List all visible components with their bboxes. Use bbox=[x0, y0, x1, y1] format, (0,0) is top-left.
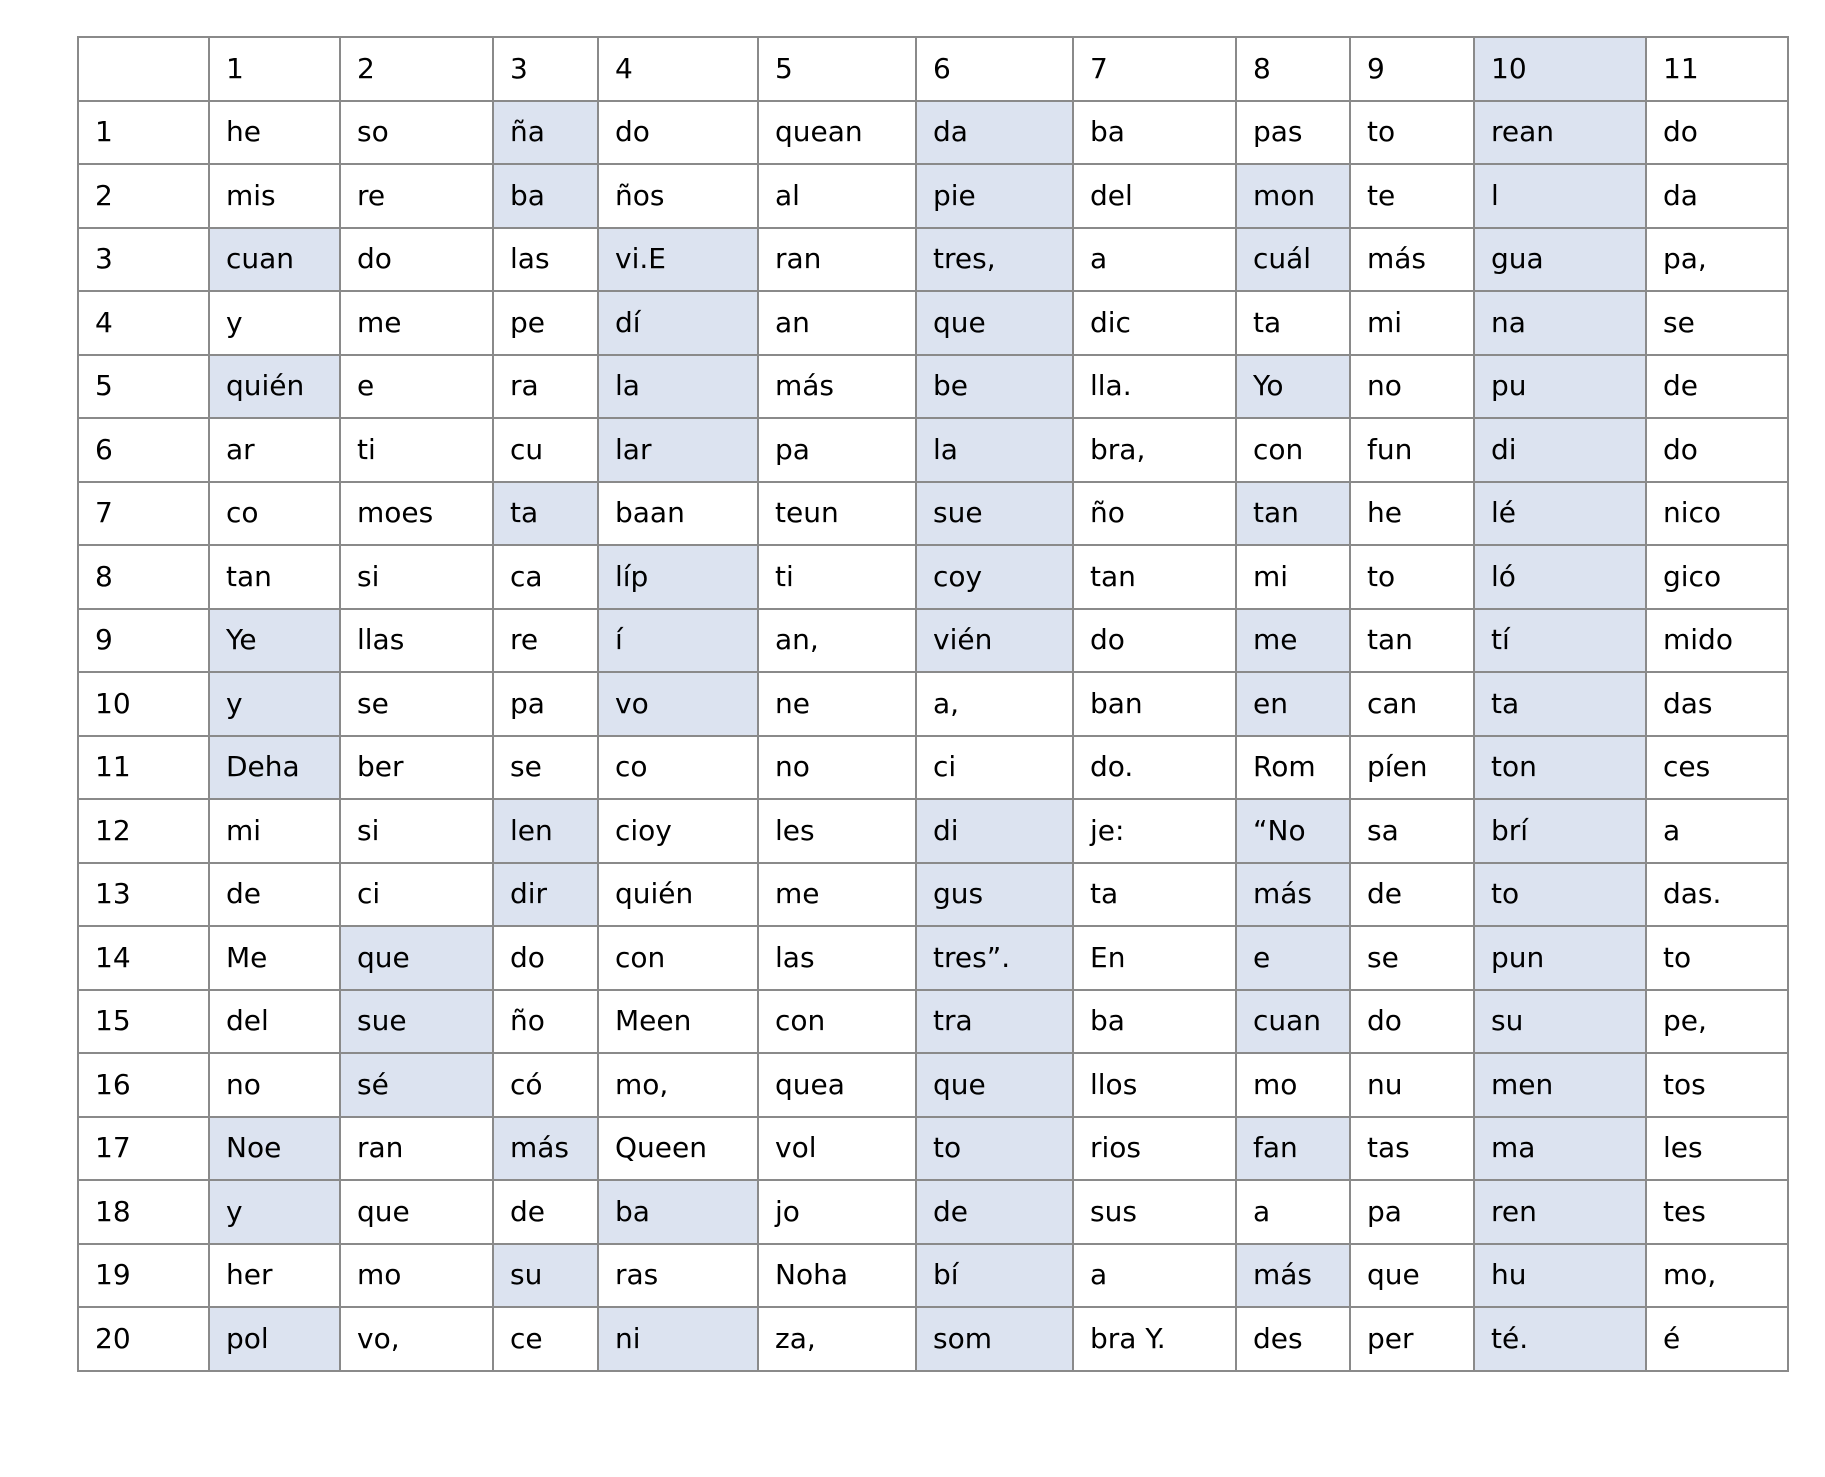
syllable-cell: baan bbox=[598, 482, 758, 546]
syllable-cell: be bbox=[916, 355, 1073, 419]
syllable-cell: to bbox=[1350, 101, 1474, 165]
syllable-cell: y bbox=[209, 1180, 340, 1244]
row-header: 11 bbox=[78, 736, 209, 800]
syllable-cell: En bbox=[1073, 926, 1236, 990]
syllable-cell: moes bbox=[340, 482, 493, 546]
syllable-cell: do bbox=[1646, 101, 1788, 165]
syllable-cell: pe, bbox=[1646, 990, 1788, 1054]
table-row bbox=[78, 291, 1788, 355]
syllable-cell: pas bbox=[1236, 101, 1350, 165]
syllable-cell: lé bbox=[1474, 482, 1646, 546]
column-header: 10 bbox=[1474, 37, 1646, 101]
table-row bbox=[78, 101, 1788, 165]
syllable-cell: ber bbox=[340, 736, 493, 800]
row-header: 1 bbox=[78, 101, 209, 165]
syllable-cell: al bbox=[758, 164, 916, 228]
column-header: 2 bbox=[340, 37, 493, 101]
syllable-cell: ño bbox=[1073, 482, 1236, 546]
syllable-cell: píen bbox=[1350, 736, 1474, 800]
table-row bbox=[78, 418, 1788, 482]
syllable-cell: per bbox=[1350, 1307, 1474, 1371]
syllable-cell: mi bbox=[1350, 291, 1474, 355]
row-header: 9 bbox=[78, 609, 209, 673]
syllable-cell: das. bbox=[1646, 863, 1788, 927]
syllable-cell: del bbox=[1073, 164, 1236, 228]
syllable-cell: cuál bbox=[1236, 228, 1350, 292]
syllable-cell: ces bbox=[1646, 736, 1788, 800]
syllable-cell: les bbox=[758, 799, 916, 863]
syllable-cell: vo bbox=[598, 672, 758, 736]
syllable-cell: ban bbox=[1073, 672, 1236, 736]
syllable-cell: di bbox=[1474, 418, 1646, 482]
syllable-cell: de bbox=[1350, 863, 1474, 927]
syllable-cell: ta bbox=[1474, 672, 1646, 736]
syllable-cell: tas bbox=[1350, 1117, 1474, 1181]
row-header: 2 bbox=[78, 164, 209, 228]
syllable-cell: fun bbox=[1350, 418, 1474, 482]
row-header: 3 bbox=[78, 228, 209, 292]
syllable-cell: re bbox=[493, 609, 598, 673]
syllable-cell: gico bbox=[1646, 545, 1788, 609]
syllable-cell: ta bbox=[493, 482, 598, 546]
syllable-cell: nu bbox=[1350, 1053, 1474, 1117]
syllable-cell: gua bbox=[1474, 228, 1646, 292]
table-row bbox=[78, 672, 1788, 736]
syllable-cell: Rom bbox=[1236, 736, 1350, 800]
column-header: 8 bbox=[1236, 37, 1350, 101]
syllable-cell: a bbox=[1646, 799, 1788, 863]
syllable-cell: que bbox=[1350, 1244, 1474, 1308]
syllable-cell: y bbox=[209, 672, 340, 736]
syllable-cell: ni bbox=[598, 1307, 758, 1371]
syllable-cell: y bbox=[209, 291, 340, 355]
syllable-cell: men bbox=[1474, 1053, 1646, 1117]
syllable-cell: la bbox=[916, 418, 1073, 482]
syllable-cell: des bbox=[1236, 1307, 1350, 1371]
syllable-cell: ra bbox=[493, 355, 598, 419]
syllable-cell: coy bbox=[916, 545, 1073, 609]
syllable-cell: pie bbox=[916, 164, 1073, 228]
syllable-cell: do. bbox=[1073, 736, 1236, 800]
syllable-cell: do bbox=[598, 101, 758, 165]
syllable-cell: ran bbox=[340, 1117, 493, 1181]
syllable-cell: ba bbox=[598, 1180, 758, 1244]
syllable-cell: je: bbox=[1073, 799, 1236, 863]
syllable-cell: pa bbox=[1350, 1180, 1474, 1244]
syllable-cell: he bbox=[209, 101, 340, 165]
syllable-cell: tres”. bbox=[916, 926, 1073, 990]
syllable-cell: pu bbox=[1474, 355, 1646, 419]
syllable-cell: to bbox=[1646, 926, 1788, 990]
syllable-cell: sus bbox=[1073, 1180, 1236, 1244]
syllable-cell: que bbox=[340, 1180, 493, 1244]
table-row bbox=[78, 355, 1788, 419]
syllable-cell: mo, bbox=[598, 1053, 758, 1117]
syllable-cell: vién bbox=[916, 609, 1073, 673]
syllable-cell: len bbox=[493, 799, 598, 863]
syllable-cell: tan bbox=[1236, 482, 1350, 546]
syllable-cell: nico bbox=[1646, 482, 1788, 546]
syllable-cell: si bbox=[340, 545, 493, 609]
column-header: 11 bbox=[1646, 37, 1788, 101]
syllable-cell: las bbox=[758, 926, 916, 990]
syllable-cell: bra Y. bbox=[1073, 1307, 1236, 1371]
syllable-cell: Me bbox=[209, 926, 340, 990]
syllable-cell: quién bbox=[209, 355, 340, 419]
syllable-cell: teun bbox=[758, 482, 916, 546]
syllable-cell: lar bbox=[598, 418, 758, 482]
syllable-cell: no bbox=[209, 1053, 340, 1117]
table-row bbox=[78, 1244, 1788, 1308]
syllable-cell: vi.E bbox=[598, 228, 758, 292]
syllable-cell: ren bbox=[1474, 1180, 1646, 1244]
grid-body bbox=[78, 37, 1788, 1371]
column-header: 1 bbox=[209, 37, 340, 101]
syllable-cell: Ye bbox=[209, 609, 340, 673]
syllable-cell: he bbox=[1350, 482, 1474, 546]
syllable-cell: da bbox=[916, 101, 1073, 165]
syllable-cell: ce bbox=[493, 1307, 598, 1371]
syllable-cell: ba bbox=[493, 164, 598, 228]
syllable-cell: ti bbox=[758, 545, 916, 609]
syllable-cell: que bbox=[916, 1053, 1073, 1117]
syllable-cell: se bbox=[1646, 291, 1788, 355]
syllable-cell: llos bbox=[1073, 1053, 1236, 1117]
row-header: 8 bbox=[78, 545, 209, 609]
syllable-cell: mis bbox=[209, 164, 340, 228]
row-header: 16 bbox=[78, 1053, 209, 1117]
syllable-cell: ma bbox=[1474, 1117, 1646, 1181]
syllable-cell: más bbox=[493, 1117, 598, 1181]
syllable-cell: vo, bbox=[340, 1307, 493, 1371]
row-header: 13 bbox=[78, 863, 209, 927]
syllable-cell: de bbox=[209, 863, 340, 927]
syllable-cell: hu bbox=[1474, 1244, 1646, 1308]
syllable-cell: na bbox=[1474, 291, 1646, 355]
header-row bbox=[78, 37, 1788, 101]
syllable-cell: l bbox=[1474, 164, 1646, 228]
syllable-cell: té. bbox=[1474, 1307, 1646, 1371]
syllable-cell: an, bbox=[758, 609, 916, 673]
table-row bbox=[78, 990, 1788, 1054]
syllable-cell: bí bbox=[916, 1244, 1073, 1308]
syllable-grid bbox=[77, 36, 1789, 1372]
column-header: 3 bbox=[493, 37, 598, 101]
syllable-cell: ar bbox=[209, 418, 340, 482]
syllable-cell: co bbox=[209, 482, 340, 546]
syllable-cell: con bbox=[1236, 418, 1350, 482]
syllable-cell: dí bbox=[598, 291, 758, 355]
syllable-cell: a bbox=[1073, 1244, 1236, 1308]
syllable-cell: mi bbox=[1236, 545, 1350, 609]
syllable-cell: su bbox=[1474, 990, 1646, 1054]
syllable-cell: ne bbox=[758, 672, 916, 736]
syllable-cell: que bbox=[916, 291, 1073, 355]
column-header: 4 bbox=[598, 37, 758, 101]
syllable-cell: más bbox=[1350, 228, 1474, 292]
row-header: 4 bbox=[78, 291, 209, 355]
syllable-cell: e bbox=[340, 355, 493, 419]
table-row bbox=[78, 736, 1788, 800]
syllable-cell: me bbox=[758, 863, 916, 927]
table-row bbox=[78, 926, 1788, 990]
syllable-cell: jo bbox=[758, 1180, 916, 1244]
syllable-cell: e bbox=[1236, 926, 1350, 990]
row-header: 17 bbox=[78, 1117, 209, 1181]
syllable-cell: ta bbox=[1236, 291, 1350, 355]
syllable-cell: rean bbox=[1474, 101, 1646, 165]
syllable-cell: do bbox=[493, 926, 598, 990]
syllable-cell: tres, bbox=[916, 228, 1073, 292]
syllable-cell: más bbox=[758, 355, 916, 419]
syllable-cell: pa, bbox=[1646, 228, 1788, 292]
syllable-cell: más bbox=[1236, 1244, 1350, 1308]
syllable-cell: ba bbox=[1073, 101, 1236, 165]
syllable-cell: no bbox=[758, 736, 916, 800]
syllable-cell: za, bbox=[758, 1307, 916, 1371]
syllable-cell: “No bbox=[1236, 799, 1350, 863]
syllable-cell: do bbox=[1646, 418, 1788, 482]
syllable-cell: a, bbox=[916, 672, 1073, 736]
syllable-cell: mo, bbox=[1646, 1244, 1788, 1308]
syllable-cell: dic bbox=[1073, 291, 1236, 355]
syllable-cell: cu bbox=[493, 418, 598, 482]
column-header: 5 bbox=[758, 37, 916, 101]
syllable-cell: ci bbox=[916, 736, 1073, 800]
table-row bbox=[78, 1180, 1788, 1244]
syllable-cell: las bbox=[493, 228, 598, 292]
syllable-cell: con bbox=[598, 926, 758, 990]
syllable-cell: quién bbox=[598, 863, 758, 927]
syllable-cell: sé bbox=[340, 1053, 493, 1117]
syllable-cell: de bbox=[916, 1180, 1073, 1244]
syllable-cell: di bbox=[916, 799, 1073, 863]
syllable-cell: pa bbox=[493, 672, 598, 736]
row-header: 20 bbox=[78, 1307, 209, 1371]
table-row bbox=[78, 1053, 1788, 1117]
syllable-cell: su bbox=[493, 1244, 598, 1308]
syllable-cell: ló bbox=[1474, 545, 1646, 609]
table-row bbox=[78, 1117, 1788, 1181]
syllable-cell: llas bbox=[340, 609, 493, 673]
syllable-cell: no bbox=[1350, 355, 1474, 419]
syllable-cell: lla. bbox=[1073, 355, 1236, 419]
syllable-cell: brí bbox=[1474, 799, 1646, 863]
syllable-cell: quean bbox=[758, 101, 916, 165]
syllable-cell: Meen bbox=[598, 990, 758, 1054]
syllable-cell: quea bbox=[758, 1053, 916, 1117]
syllable-cell: líp bbox=[598, 545, 758, 609]
syllable-cell: Queen bbox=[598, 1117, 758, 1181]
syllable-cell: me bbox=[340, 291, 493, 355]
row-header: 15 bbox=[78, 990, 209, 1054]
syllable-cell: mo bbox=[340, 1244, 493, 1308]
syllable-cell: tí bbox=[1474, 609, 1646, 673]
syllable-cell: la bbox=[598, 355, 758, 419]
syllable-cell: con bbox=[758, 990, 916, 1054]
row-header: 18 bbox=[78, 1180, 209, 1244]
syllable-cell: som bbox=[916, 1307, 1073, 1371]
corner-cell bbox=[78, 37, 209, 101]
table-row bbox=[78, 164, 1788, 228]
syllable-cell: bra, bbox=[1073, 418, 1236, 482]
syllable-cell: sa bbox=[1350, 799, 1474, 863]
column-header: 7 bbox=[1073, 37, 1236, 101]
syllable-cell: ña bbox=[493, 101, 598, 165]
syllable-cell: cuan bbox=[1236, 990, 1350, 1054]
syllable-cell: Deha bbox=[209, 736, 340, 800]
syllable-cell: pa bbox=[758, 418, 916, 482]
syllable-cell: que bbox=[340, 926, 493, 990]
syllable-cell: có bbox=[493, 1053, 598, 1117]
syllable-cell: to bbox=[1350, 545, 1474, 609]
syllable-cell: dir bbox=[493, 863, 598, 927]
syllable-cell: ba bbox=[1073, 990, 1236, 1054]
syllable-cell: her bbox=[209, 1244, 340, 1308]
syllable-cell: les bbox=[1646, 1117, 1788, 1181]
syllable-cell: ca bbox=[493, 545, 598, 609]
syllable-cell: to bbox=[916, 1117, 1073, 1181]
syllable-cell: ran bbox=[758, 228, 916, 292]
syllable-cell: das bbox=[1646, 672, 1788, 736]
syllable-cell: ras bbox=[598, 1244, 758, 1308]
syllable-cell: mon bbox=[1236, 164, 1350, 228]
syllable-cell: a bbox=[1073, 228, 1236, 292]
syllable-cell: mi bbox=[209, 799, 340, 863]
syllable-cell: ci bbox=[340, 863, 493, 927]
syllable-cell: to bbox=[1474, 863, 1646, 927]
syllable-cell: Yo bbox=[1236, 355, 1350, 419]
row-header: 12 bbox=[78, 799, 209, 863]
syllable-cell: tan bbox=[1073, 545, 1236, 609]
syllable-cell: vol bbox=[758, 1117, 916, 1181]
table-row bbox=[78, 545, 1788, 609]
syllable-cell: so bbox=[340, 101, 493, 165]
syllable-cell: en bbox=[1236, 672, 1350, 736]
column-header: 9 bbox=[1350, 37, 1474, 101]
syllable-cell: pol bbox=[209, 1307, 340, 1371]
syllable-cell: si bbox=[340, 799, 493, 863]
syllable-cell: de bbox=[493, 1180, 598, 1244]
syllable-cell: cuan bbox=[209, 228, 340, 292]
syllable-cell: rios bbox=[1073, 1117, 1236, 1181]
syllable-cell: gus bbox=[916, 863, 1073, 927]
syllable-cell: ti bbox=[340, 418, 493, 482]
syllable-cell: tos bbox=[1646, 1053, 1788, 1117]
syllable-cell: tra bbox=[916, 990, 1073, 1054]
syllable-cell: te bbox=[1350, 164, 1474, 228]
syllable-cell: ta bbox=[1073, 863, 1236, 927]
syllable-cell: pe bbox=[493, 291, 598, 355]
syllable-cell: se bbox=[1350, 926, 1474, 990]
row-header: 5 bbox=[78, 355, 209, 419]
syllable-cell: can bbox=[1350, 672, 1474, 736]
syllable-cell: Noe bbox=[209, 1117, 340, 1181]
syllable-cell: co bbox=[598, 736, 758, 800]
syllable-cell: tan bbox=[209, 545, 340, 609]
syllable-cell: cioy bbox=[598, 799, 758, 863]
syllable-cell: a bbox=[1236, 1180, 1350, 1244]
syllable-cell: re bbox=[340, 164, 493, 228]
syllable-cell: ños bbox=[598, 164, 758, 228]
syllable-cell: tan bbox=[1350, 609, 1474, 673]
row-header: 10 bbox=[78, 672, 209, 736]
table-row bbox=[78, 609, 1788, 673]
column-header: 6 bbox=[916, 37, 1073, 101]
syllable-cell: da bbox=[1646, 164, 1788, 228]
table-row bbox=[78, 799, 1788, 863]
syllable-cell: sue bbox=[916, 482, 1073, 546]
row-header: 6 bbox=[78, 418, 209, 482]
syllable-cell: sue bbox=[340, 990, 493, 1054]
syllable-cell: mo bbox=[1236, 1053, 1350, 1117]
syllable-cell: pun bbox=[1474, 926, 1646, 990]
syllable-cell: más bbox=[1236, 863, 1350, 927]
syllable-cell: tes bbox=[1646, 1180, 1788, 1244]
syllable-cell: do bbox=[1073, 609, 1236, 673]
syllable-cell: se bbox=[493, 736, 598, 800]
table-row bbox=[78, 1307, 1788, 1371]
table-row bbox=[78, 482, 1788, 546]
syllable-cell: í bbox=[598, 609, 758, 673]
table-row bbox=[78, 863, 1788, 927]
table-row bbox=[78, 228, 1788, 292]
syllable-cell: do bbox=[340, 228, 493, 292]
syllable-cell: do bbox=[1350, 990, 1474, 1054]
syllable-cell: se bbox=[340, 672, 493, 736]
syllable-cell: ño bbox=[493, 990, 598, 1054]
row-header: 19 bbox=[78, 1244, 209, 1308]
row-header: 7 bbox=[78, 482, 209, 546]
syllable-cell: de bbox=[1646, 355, 1788, 419]
syllable-cell: Noha bbox=[758, 1244, 916, 1308]
syllable-cell: é bbox=[1646, 1307, 1788, 1371]
row-header: 14 bbox=[78, 926, 209, 990]
syllable-cell: me bbox=[1236, 609, 1350, 673]
syllable-cell: fan bbox=[1236, 1117, 1350, 1181]
syllable-cell: mido bbox=[1646, 609, 1788, 673]
syllable-cell: an bbox=[758, 291, 916, 355]
syllable-cell: del bbox=[209, 990, 340, 1054]
syllable-cell: ton bbox=[1474, 736, 1646, 800]
